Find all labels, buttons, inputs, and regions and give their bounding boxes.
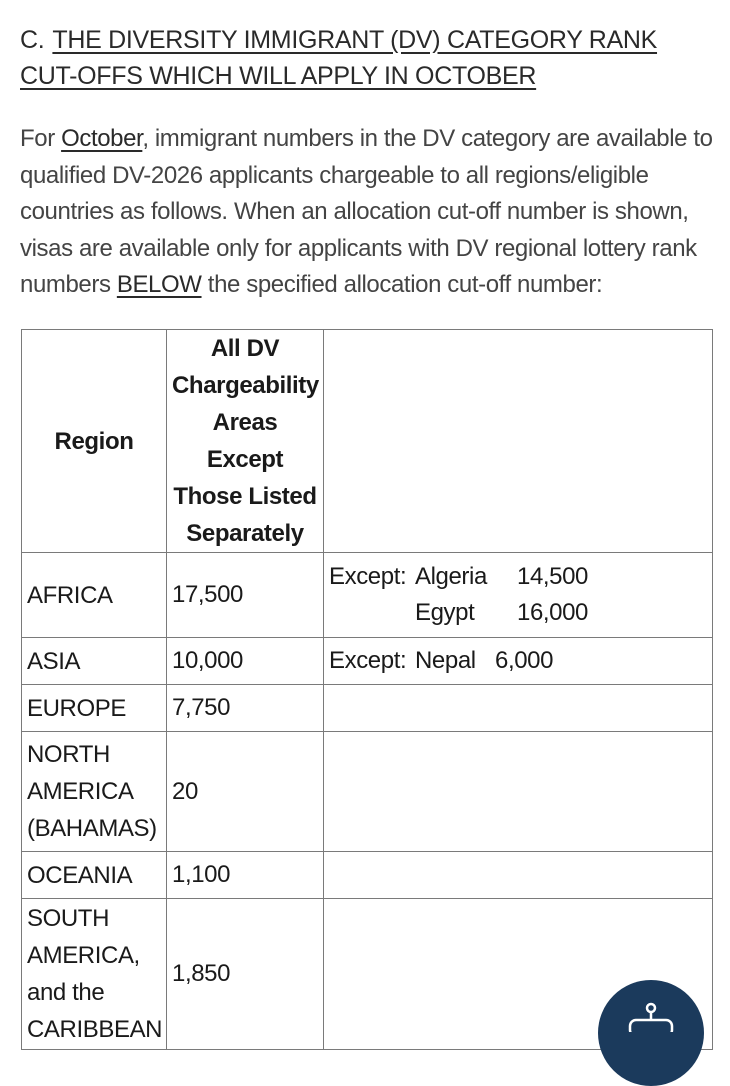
exception-country: Nepal [415,647,476,674]
exception-label: Except: [329,563,407,590]
table-row [22,638,713,685]
header-exceptions [324,330,713,553]
region-cell: AFRICA [22,553,167,638]
table-row [22,732,713,852]
intro-paragraph [20,121,720,304]
exception-country: Egypt [415,599,475,626]
exception-line [329,643,707,679]
exception-country: Algeria [415,563,487,590]
exceptions-cell [324,553,713,638]
exceptions-cell [324,638,713,685]
exceptions-cell [324,852,713,899]
region-cell: NORTH AMERICA (BAHAMAS) [22,732,167,852]
cutoff-cell: 7,750 [167,685,324,732]
section-letter: C. [20,26,45,54]
dv-cutoff-table [21,329,713,1050]
intro-month: October [61,125,143,152]
region-cell: SOUTH AMERICA, and the CARIBBEAN [22,899,167,1050]
table-header-row [22,330,713,553]
exception-cutoff: 16,000 [517,599,589,626]
exception-cutoff: 6,000 [495,647,554,674]
exceptions-cell [324,732,713,852]
exceptions-cell [324,685,713,732]
section-heading [20,22,710,94]
table-row [22,685,713,732]
intro-emphasis: BELOW [116,271,202,298]
region-cell: ASIA [22,638,167,685]
cutoff-cell: 10,000 [167,638,324,685]
cutoff-cell: 20 [167,732,324,852]
intro-text-start: For [20,125,62,152]
exception-line [329,559,707,595]
table-row [22,852,713,899]
intro-text-end: the specified allocation cut-off number: [201,271,603,298]
exception-cutoff: 14,500 [517,563,589,590]
cutoff-cell: 1,100 [167,852,324,899]
cutoff-cell: 1,850 [167,899,324,1050]
header-all-areas: All DV Chargeability Areas Except Those Listed Separately [167,330,324,553]
header-region: Region [22,330,167,553]
section-title: THE DIVERSITY IMMIGRANT (DV) CATEGORY RANK CUT-OFFS WHICH WILL APPLY IN OCTOBER [20,26,658,90]
region-cell: OCEANIA [22,852,167,899]
table-row [22,553,713,638]
exception-label: Except: [329,647,407,674]
cutoff-cell: 17,500 [167,553,324,638]
intro-text-middle: , immigrant numbers in the DV category are available to qualified DV-2026 applicants chargeable to all regions/eligible countries as follows. When an allocation cut-off number is shown, visas are available only for applicants with DV regional lottery rank numbers [20,125,713,298]
chatbot-icon [626,1002,676,1032]
region-cell: EUROPE [22,685,167,732]
exception-line [329,595,707,631]
chat-assistant-button[interactable] [598,980,704,1086]
